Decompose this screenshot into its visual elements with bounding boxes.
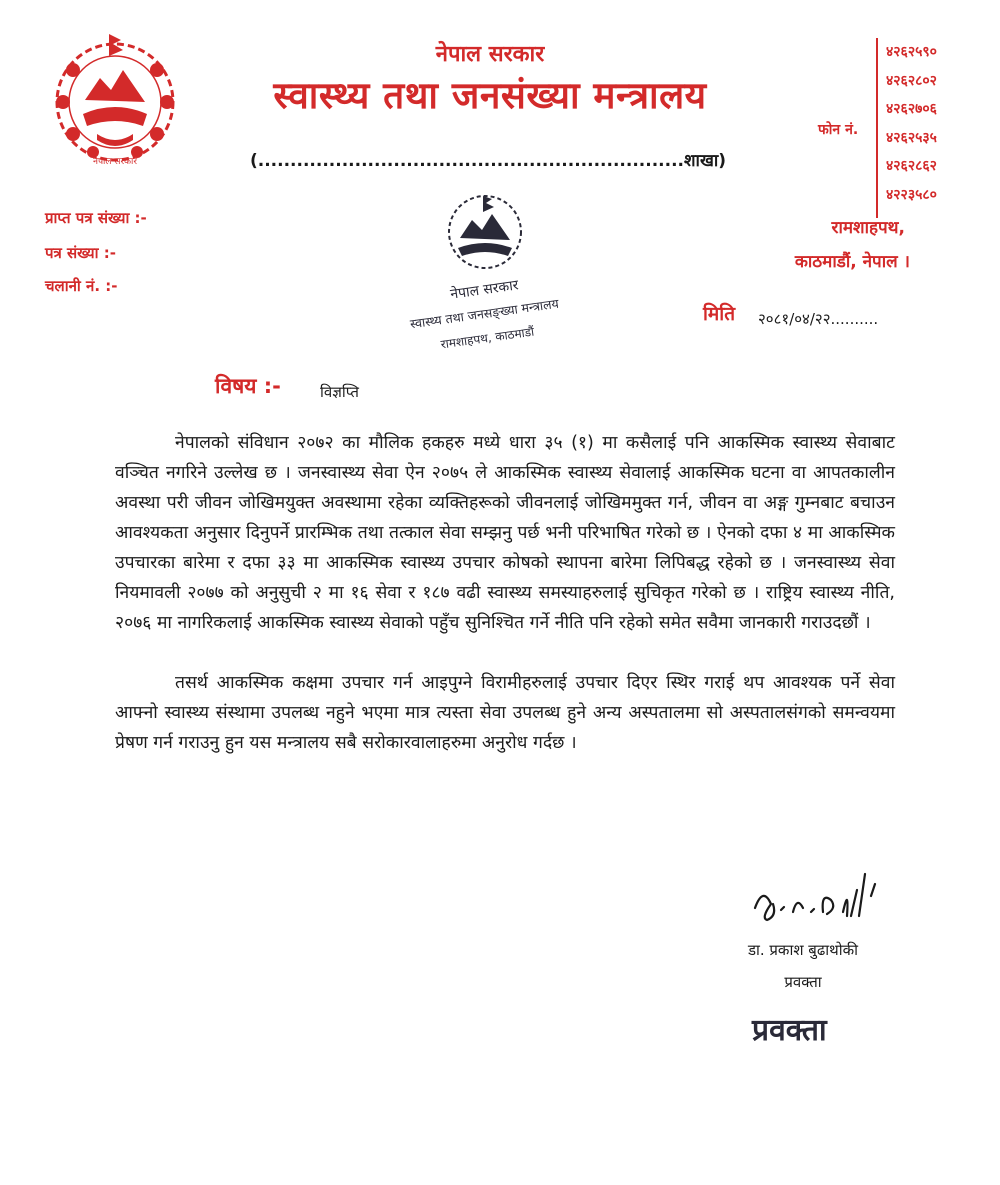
government-name: नेपाल सरकार xyxy=(435,42,545,67)
stamp-address: रामशाहपथ, काठमाडौं xyxy=(439,324,535,352)
phone-number: ४२६२५३५ xyxy=(886,129,937,146)
phone-label: फोन नं. xyxy=(818,122,859,138)
phone-number: ४२६२७०६ xyxy=(886,101,937,117)
phone-number: ४२६२८०२ xyxy=(886,72,937,89)
stamp-government: नेपाल सरकार xyxy=(449,277,520,303)
ministry-name: स्वास्थ्य तथा जनसंख्या मन्त्रालय xyxy=(273,74,707,117)
handwritten-signature xyxy=(745,868,890,930)
title-stamp: प्रवक्ता xyxy=(752,1013,827,1048)
signer-name: डा. प्रकाश बुढाथोकी xyxy=(747,941,859,959)
subject-label: विषय :- xyxy=(215,374,281,398)
address-street: रामशाहपथ, xyxy=(831,218,905,238)
stamp-ministry: स्वास्थ्य तथा जनसङ्ख्या मन्त्रालय xyxy=(409,295,560,332)
phone-number: ४२६२८६२ xyxy=(886,158,937,174)
phone-list xyxy=(876,38,978,218)
phone-number: ४२२३५८० xyxy=(886,186,937,203)
subject-value: विज्ञप्ति xyxy=(320,383,359,401)
address-city: काठमाडौं, नेपाल । xyxy=(794,252,910,272)
phone-number: ४२६२५९० xyxy=(886,44,937,60)
letter-body xyxy=(115,428,895,788)
date-value: २०८१/०४/२२.......... xyxy=(758,310,879,328)
branch-line: (..................................................................शाखा) xyxy=(250,151,727,171)
dispatch-number: चलानी नं. :- xyxy=(45,277,118,295)
ministry-stamp xyxy=(380,190,590,360)
signer-title: प्रवक्ता xyxy=(784,973,822,991)
body-paragraph: तसर्थ आकस्मिक कक्षमा उपचार गर्न आइपुग्ने विरामीहरुलाई उपचार दिएर स्थिर गराई थप आवश्यक पर्ने सेवा आफ्नो स्वास्थ्य संस्थामा उपलब्ध नहुने भएमा मात्र त्यस्ता सेवा उपलब्ध हुने अन्य अस्पतालमा सो अस्पतालसंगको समन्वयमा प्रेषण गर्न गराउनु हुन यस मन्त्रालय सबै सरोकारवालाहरुमा अनुरोध गर्दछ । xyxy=(115,673,895,753)
date-label: मिति xyxy=(703,303,736,325)
body-paragraph: नेपालको संविधान २०७२ का मौलिक हकहरु मध्ये धारा ३५ (१) मा कसैलाई पनि आकस्मिक स्वास्थ्य सेवाबाट वञ्चित नगरिने उल्लेख छ । जनस्वास्थ्य सेवा ऐन २०७५ ले आकस्मिक स्वास्थ्य सेवालाई आकस्मिक घटना वा आपतकालीन अवस्था परी जीवन जोखिमयुक्त अवस्थामा रहेका व्यक्तिहरूको जीवनलाई जोखिममुक्त गर्न, जीवन वा अङ्ग गुम्नबाट बचाउन आवश्यकता अनुसार दिनुपर्ने प्रारम्भिक तथा तत्काल सेवा सम्झनु पर्छ भनी परिभाषित गरेको छ । ऐनको दफा ४ मा आकस्मिक उपचारका बारेमा र दफा ३३ मा आकस्मिक स्वास्थ्य उपचार कोषको स्थापना बारेमा लिपिबद्ध रहेको छ । जनस्वास्थ्य सेवा नियमावली २०७७ को अनुसुची २ मा १६ सेवा र १८७ वढी स्वास्थ्य समस्याहरुलाई सुचिकृत गरेको छ । राष्ट्रिय स्वास्थ्य नीति, २०७६ मा नागरिकलाई आकस्मिक स्वास्थ्य सेवाको पहुँच सुनिश्चित गर्ने नीति पनि रहेको समेत सवैमा जानकारी गराउदछौं । xyxy=(115,433,895,633)
letter-number: पत्र संख्या :- xyxy=(45,244,116,262)
emblem-text: नेपाल सरकार xyxy=(92,157,138,167)
nepal-emblem xyxy=(45,30,185,170)
received-letter-number: प्राप्त पत्र संख्या :- xyxy=(45,209,147,227)
